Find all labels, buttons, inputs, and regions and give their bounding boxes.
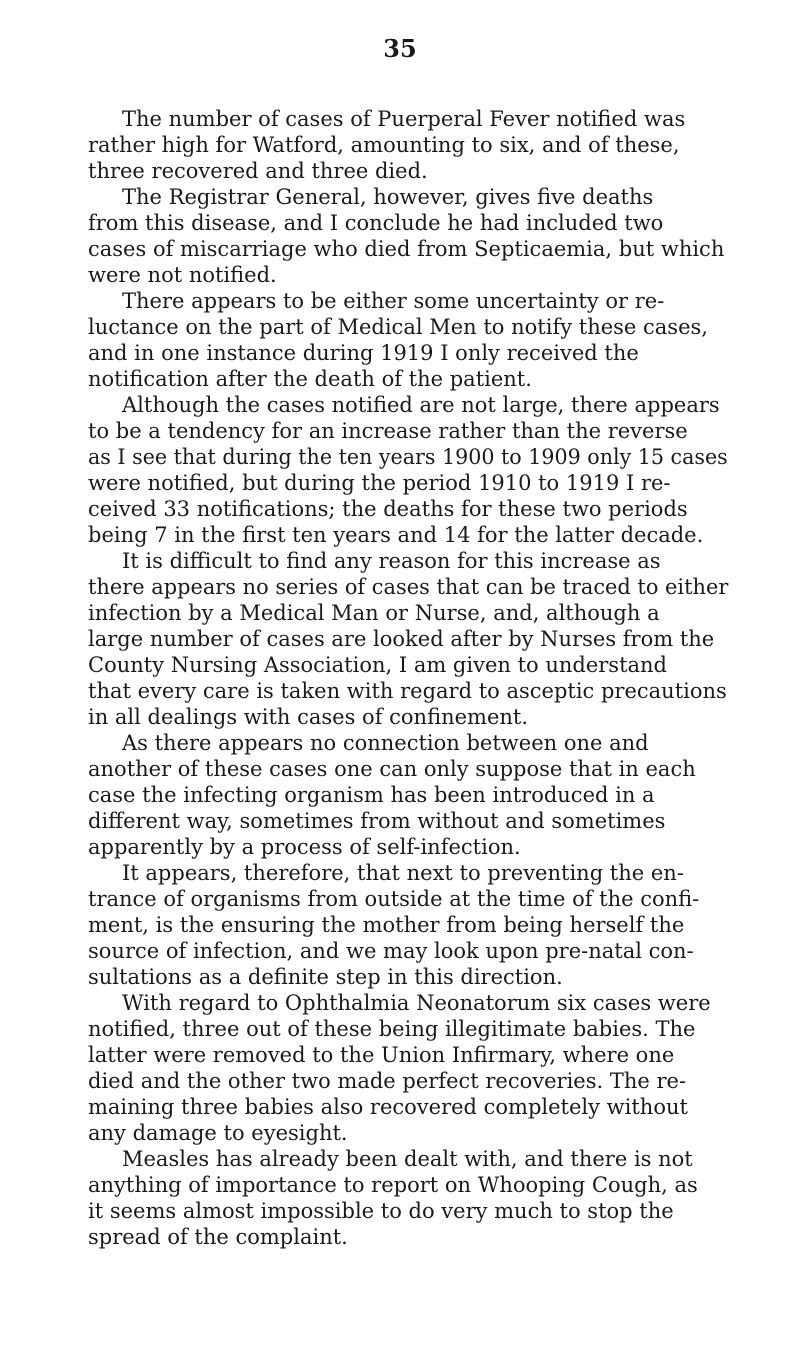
text-line: It is difficult to find any reason for this increase as bbox=[122, 549, 661, 573]
text-line: ceived 33 notifications; the deaths for these two periods bbox=[88, 497, 688, 521]
text-line: With regard to Ophthalmia Neonatorum six cases were bbox=[122, 991, 711, 1015]
text-line: spread of the complaint. bbox=[88, 1225, 348, 1249]
text-line: any damage to eyesight. bbox=[88, 1121, 348, 1145]
text-line: cases of miscarriage who died from Septicaemia, but which bbox=[88, 237, 725, 261]
text-line: notified, three out of these being illegitimate babies. The bbox=[88, 1017, 696, 1041]
text-line: rather high for Watford, amounting to six, and of these, bbox=[88, 133, 680, 157]
text-line: There appears to be either some uncertainty or re- bbox=[122, 289, 665, 313]
text-line: The number of cases of Puerperal Fever notified was bbox=[122, 107, 686, 131]
text-line: as I see that during the ten years 1900 to 1909 only 15 cases bbox=[88, 445, 728, 469]
text-line: case the infecting organism has been introduced in a bbox=[88, 783, 655, 807]
text-line: were not notified. bbox=[88, 263, 277, 287]
text-line: notification after the death of the patient. bbox=[88, 367, 532, 391]
text-line: were notified, but during the period 1910 to 1919 I re- bbox=[88, 471, 671, 495]
text-line: maining three babies also recovered completely without bbox=[88, 1095, 688, 1119]
text-line: and in one instance during 1919 I only received the bbox=[88, 341, 639, 365]
text-line: died and the other two made perfect recoveries. The re- bbox=[88, 1069, 687, 1093]
text-line: in all dealings with cases of confinement. bbox=[88, 705, 529, 729]
text-line: being 7 in the first ten years and 14 for the latter decade. bbox=[88, 523, 704, 547]
text-line: apparently by a process of self-infection. bbox=[88, 835, 521, 859]
text-line: infection by a Medical Man or Nurse, and, although a bbox=[88, 601, 660, 625]
text-line: different way, sometimes from without and sometimes bbox=[88, 809, 666, 833]
text-line: three recovered and three died. bbox=[88, 159, 428, 183]
text-line: source of infection, and we may look upon pre-natal con- bbox=[88, 939, 694, 963]
text-line: As there appears no connection between one and bbox=[122, 731, 649, 755]
text-line: The Registrar General, however, gives five deaths bbox=[122, 185, 654, 209]
text-line: Measles has already been dealt with, and there is not bbox=[122, 1147, 693, 1171]
text-line: from this disease, and I conclude he had included two bbox=[88, 211, 664, 235]
text-line: It appears, therefore, that next to preventing the en- bbox=[122, 861, 684, 885]
text-line: ment, is the ensuring the mother from being herself the bbox=[88, 913, 685, 937]
text-line: it seems almost impossible to do very much to stop the bbox=[88, 1199, 674, 1223]
text-line: that every care is taken with regard to asceptic precautions bbox=[88, 679, 727, 703]
text-line: anything of importance to report on Whooping Cough, as bbox=[88, 1173, 698, 1197]
text-line: there appears no series of cases that can be traced to either bbox=[88, 575, 729, 599]
text-line: Although the cases notified are not large, there appears bbox=[122, 393, 720, 417]
page-number: 35 bbox=[383, 34, 417, 63]
text-line: another of these cases one can only suppose that in each bbox=[88, 757, 696, 781]
text-line: luctance on the part of Medical Men to notify these cases, bbox=[88, 315, 708, 339]
text-line: to be a tendency for an increase rather than the reverse bbox=[88, 419, 688, 443]
text-line: sultations as a definite step in this direction. bbox=[88, 965, 563, 989]
text-line: large number of cases are looked after by Nurses from the bbox=[88, 627, 715, 651]
text-line: trance of organisms from outside at the time of the confi- bbox=[88, 887, 700, 911]
text-line: County Nursing Association, I am given to understand bbox=[88, 653, 667, 677]
text-line: latter were removed to the Union Infirmary, where one bbox=[88, 1043, 675, 1067]
